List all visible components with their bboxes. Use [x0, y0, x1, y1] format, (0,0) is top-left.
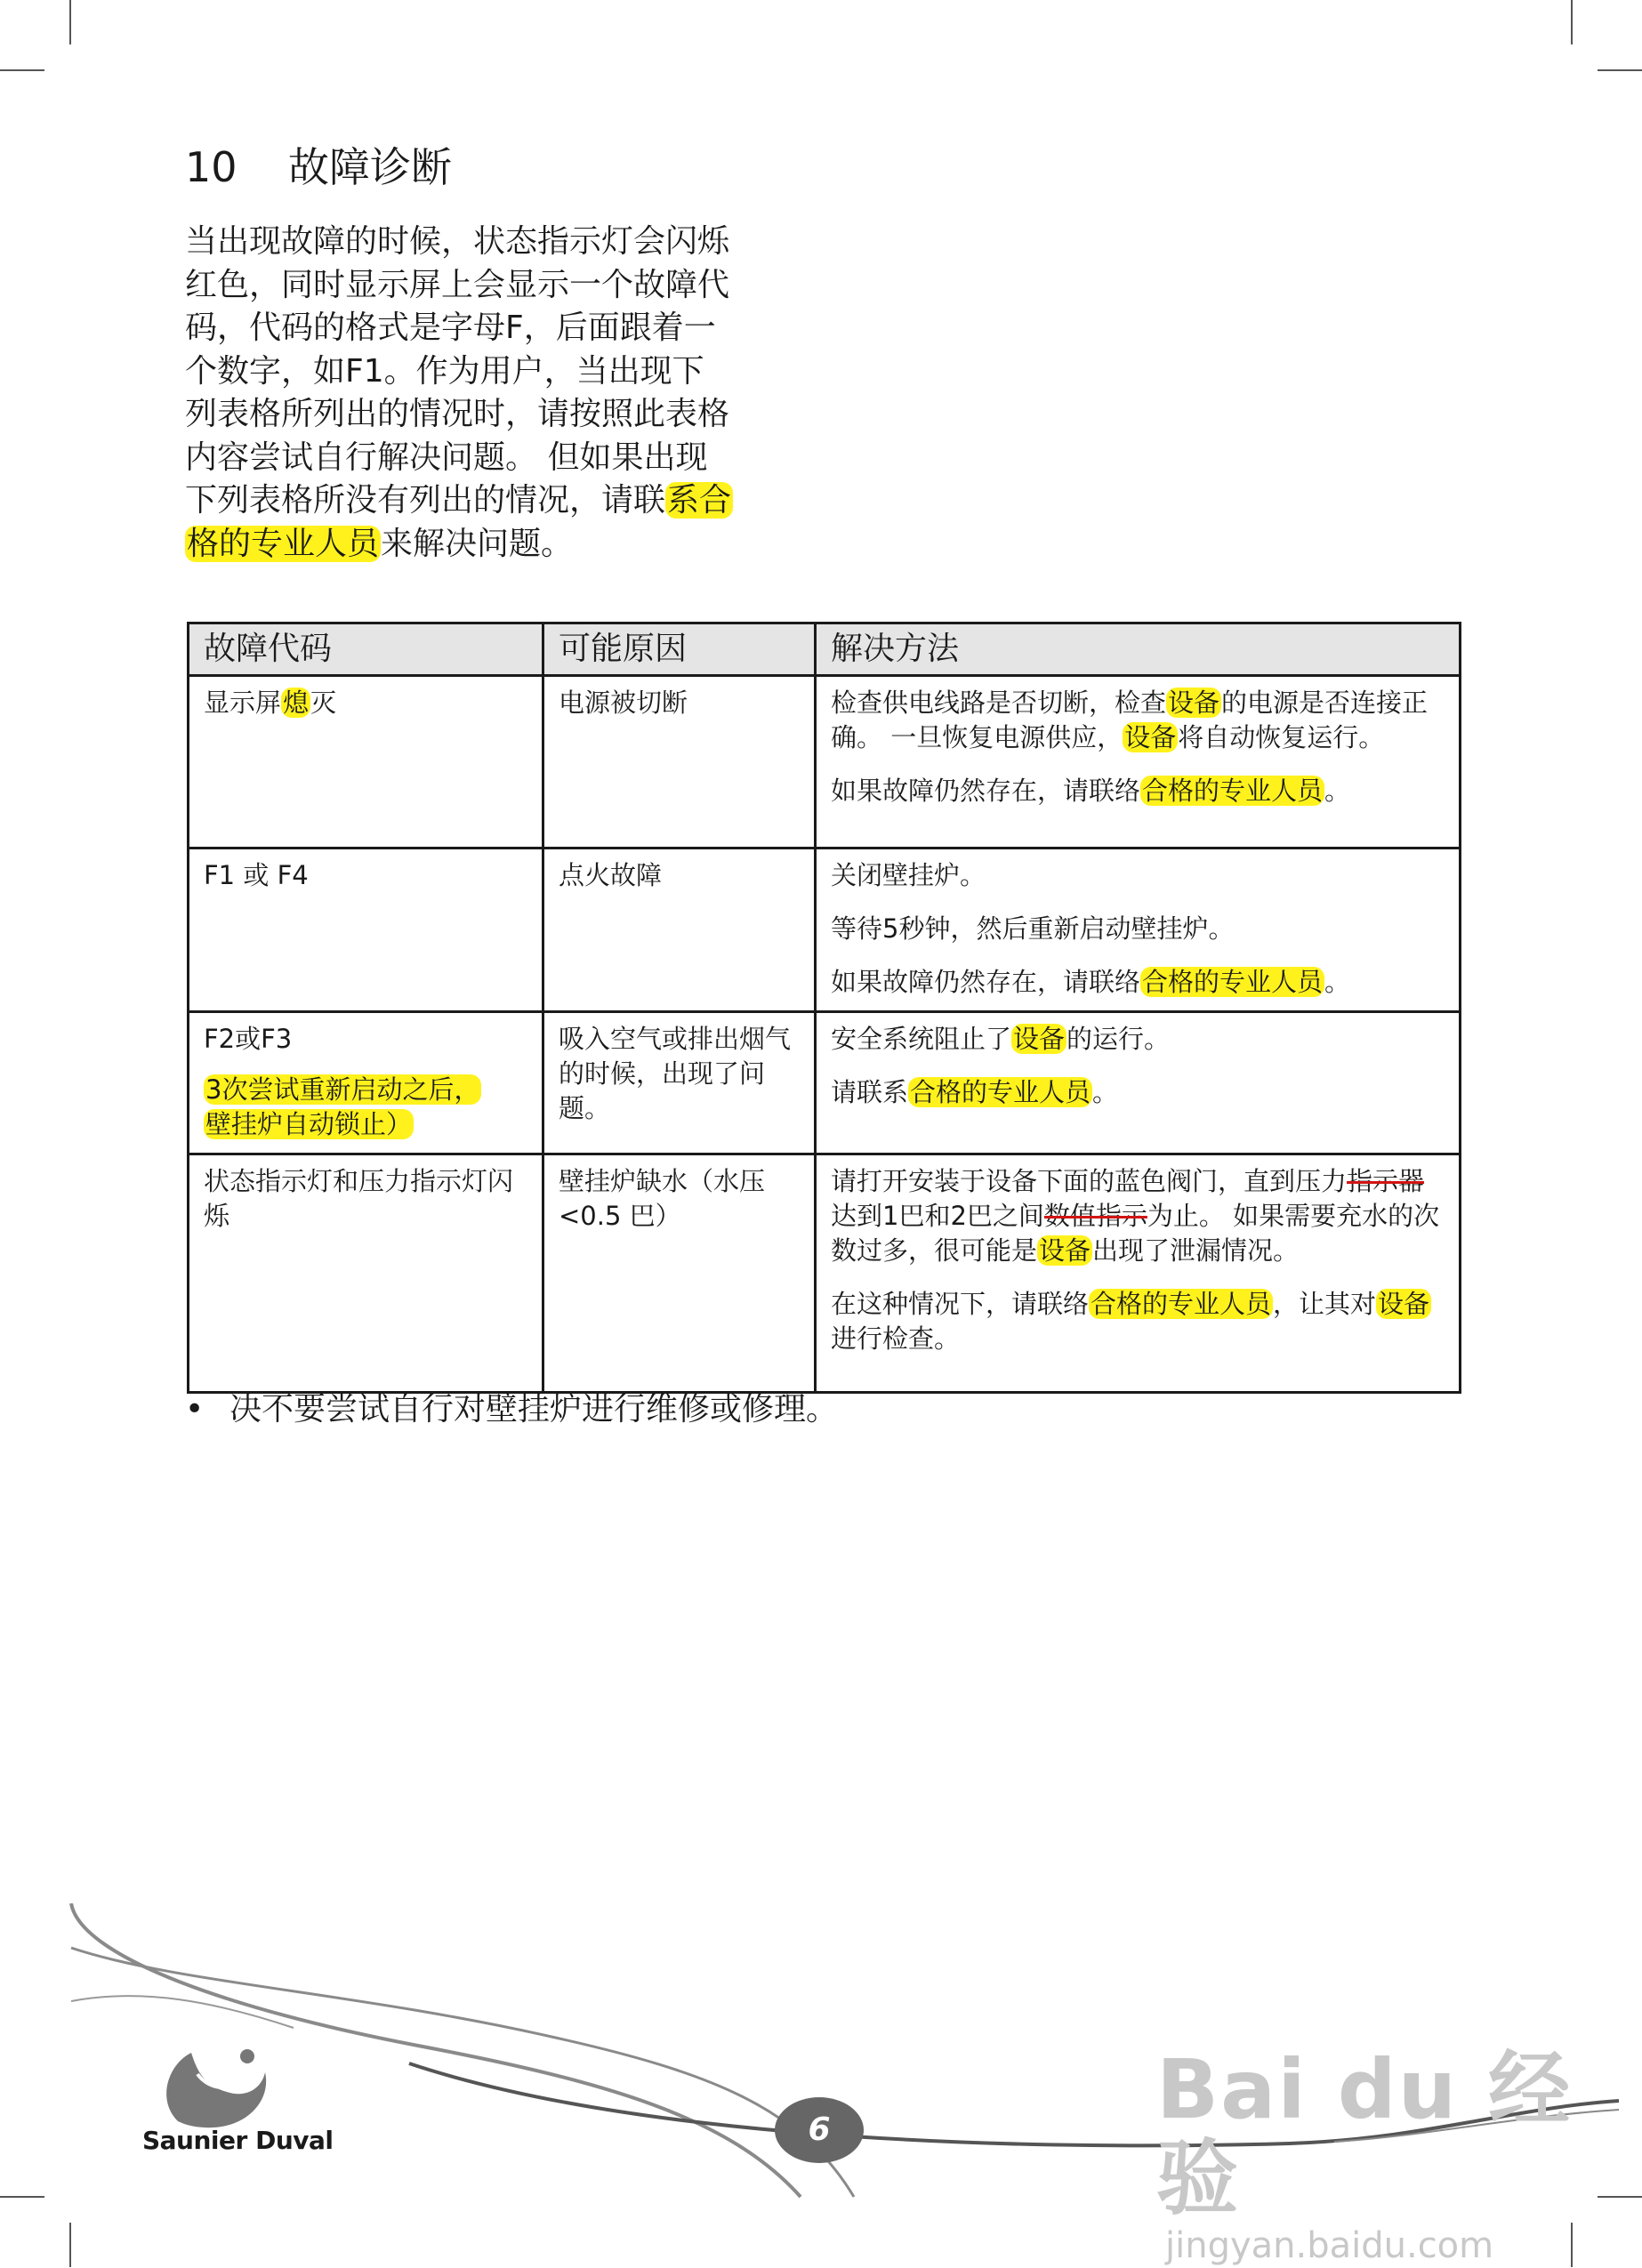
text-run: 请打开安装于设备下面的蓝色阀门，直到压力	[831, 1166, 1348, 1196]
solution-paragraph	[831, 1075, 1445, 1110]
text-run: 。	[1324, 776, 1351, 806]
header-solution: 解决方法	[816, 623, 1461, 676]
crop-mark	[1598, 69, 1642, 71]
text-run: 来解决问题。	[381, 525, 574, 562]
strikethrough-mark: 数值指示	[1043, 1201, 1147, 1231]
text-run: 。	[1324, 967, 1351, 997]
solution-paragraph: 关闭壁挂炉。	[831, 860, 986, 890]
table-row	[189, 1154, 1461, 1393]
solution-cell	[816, 1012, 1461, 1154]
intro-paragraph	[185, 221, 808, 566]
table-row	[189, 1012, 1461, 1154]
text-run: 检查供电线路是否切断，检查	[831, 688, 1167, 718]
bullet-text: 决不要尝试自行对壁挂炉进行维修或修理。	[229, 1391, 839, 1428]
intro-line: 个数字，如F1。作为用户，当出现下	[185, 352, 704, 390]
section-number: 10	[185, 143, 237, 191]
solution-paragraph	[831, 1164, 1445, 1268]
solution-cell	[816, 1154, 1461, 1393]
cause-cell: 壁挂炉缺水（水压<0.5 巴）	[543, 1154, 816, 1393]
text-run: 下列表格所没有列出的情况，请联	[185, 482, 666, 519]
highlight-mark: 3次尝试重新启动之后，	[205, 1074, 480, 1105]
highlight-mark: 合格的专业人员	[910, 1077, 1091, 1107]
text-run: 在这种情况下，请联络	[831, 1289, 1090, 1319]
text-run: 显示屏	[204, 688, 282, 718]
brand-name: Saunier Duval	[142, 2126, 334, 2155]
highlight-mark: 设备	[1168, 688, 1220, 718]
cause-cell: 电源被切断	[543, 676, 816, 848]
text-run: 如果故障仍然存在，请联络	[831, 776, 1141, 806]
section-title: 故障诊断	[288, 143, 452, 191]
intro-line: 红色，同时显示屏上会显示一个故障代	[185, 266, 730, 303]
highlight-mark: 熄	[283, 688, 310, 718]
crop-mark	[1571, 0, 1573, 44]
watermark-url: jingyan.baidu.com	[1165, 2225, 1494, 2266]
intro-line	[185, 523, 808, 567]
intro-line: 列表格所列出的情况时，请按照此表格	[185, 396, 730, 432]
table-header-row	[189, 623, 1461, 676]
text-run: ，让其对	[1273, 1289, 1377, 1319]
solution-paragraph	[831, 965, 1445, 1000]
fault-code-cell	[189, 676, 543, 848]
solution-cell	[816, 676, 1461, 848]
text-run: 。	[1092, 1077, 1119, 1107]
crop-mark	[69, 0, 71, 44]
highlight-mark: 合格的专业人员	[1091, 1289, 1272, 1319]
solution-paragraph	[831, 774, 1445, 808]
baidu-watermark	[1156, 2042, 1642, 2268]
highlight-mark: 系合	[667, 482, 732, 519]
solution-paragraph	[831, 1287, 1445, 1356]
text-run: 请联系	[831, 1077, 909, 1107]
solution-paragraph	[831, 1022, 1445, 1057]
text-run: 如果故障仍然存在，请联络	[831, 967, 1141, 997]
fault-code-cell: F1 或 F4	[189, 848, 543, 1012]
fault-code: F2或F3	[204, 1024, 293, 1054]
highlight-mark: 设备	[1039, 1235, 1091, 1266]
crop-mark	[69, 2223, 71, 2267]
table-row	[189, 676, 1461, 848]
section-heading	[185, 141, 452, 194]
text-run: 达到1巴和2巴之间	[831, 1201, 1044, 1231]
text-run: 的运行。	[1066, 1024, 1171, 1054]
cause-cell: 吸入空气或排出烟气的时候，出现了问题。	[543, 1012, 816, 1154]
intro-line	[185, 479, 808, 523]
highlight-mark: 设备	[1013, 1024, 1066, 1054]
fault-code-note	[204, 1073, 527, 1142]
text-run: 为止。 如果需要充水的次数过多，很可能是	[831, 1201, 1440, 1266]
saunier-duval-logo-icon	[142, 2037, 276, 2135]
solution-paragraph	[831, 686, 1445, 755]
highlight-mark: 设备	[1124, 722, 1177, 752]
text-run: 灭	[310, 688, 337, 718]
fault-table	[187, 622, 1461, 1394]
fault-code-cell: 状态指示灯和压力指示灯闪烁	[189, 1154, 543, 1393]
warning-bullet	[185, 1387, 861, 1432]
highlight-mark: 壁挂炉自动锁止）	[205, 1109, 413, 1139]
intro-line: 当出现故障的时候，状态指示灯会闪烁	[185, 223, 730, 260]
text-run: 出现了泄漏情况。	[1092, 1235, 1300, 1266]
page-number: 6	[808, 2111, 831, 2148]
highlight-mark: 设备	[1378, 1289, 1430, 1319]
intro-line: 内容尝试自行解决问题。 但如果出现	[185, 438, 708, 476]
bullet-symbol: •	[185, 1391, 205, 1428]
highlight-mark: 合格的专业人员	[1142, 776, 1324, 806]
page-number-badge	[774, 2096, 865, 2164]
watermark-main: Bai du 经验	[1156, 2042, 1573, 2226]
highlight-mark: 合格的专业人员	[1142, 967, 1324, 997]
solution-cell	[816, 848, 1461, 1012]
intro-line: 码，代码的格式是字母F，后面跟着一	[185, 310, 716, 346]
header-possible-cause: 可能原因	[543, 623, 816, 676]
fault-code-cell	[189, 1012, 543, 1154]
table-row	[189, 848, 1461, 1012]
highlight-mark: 格的专业人员	[187, 525, 380, 562]
text-run: 进行检查。	[831, 1323, 961, 1354]
crop-mark	[0, 69, 44, 71]
text-run: 安全系统阻止了	[831, 1024, 1012, 1054]
text-run: 将自动恢复运行。	[1178, 722, 1385, 752]
header-fault-code: 故障代码	[189, 623, 543, 676]
cause-cell: 点火故障	[543, 848, 816, 1012]
solution-paragraph: 等待5秒钟，然后重新启动壁挂炉。	[831, 913, 1235, 944]
strikethrough-mark: 指示器	[1347, 1166, 1425, 1196]
text-run: 的电源是否连接正确。 一旦恢复电源供应，	[831, 688, 1429, 752]
